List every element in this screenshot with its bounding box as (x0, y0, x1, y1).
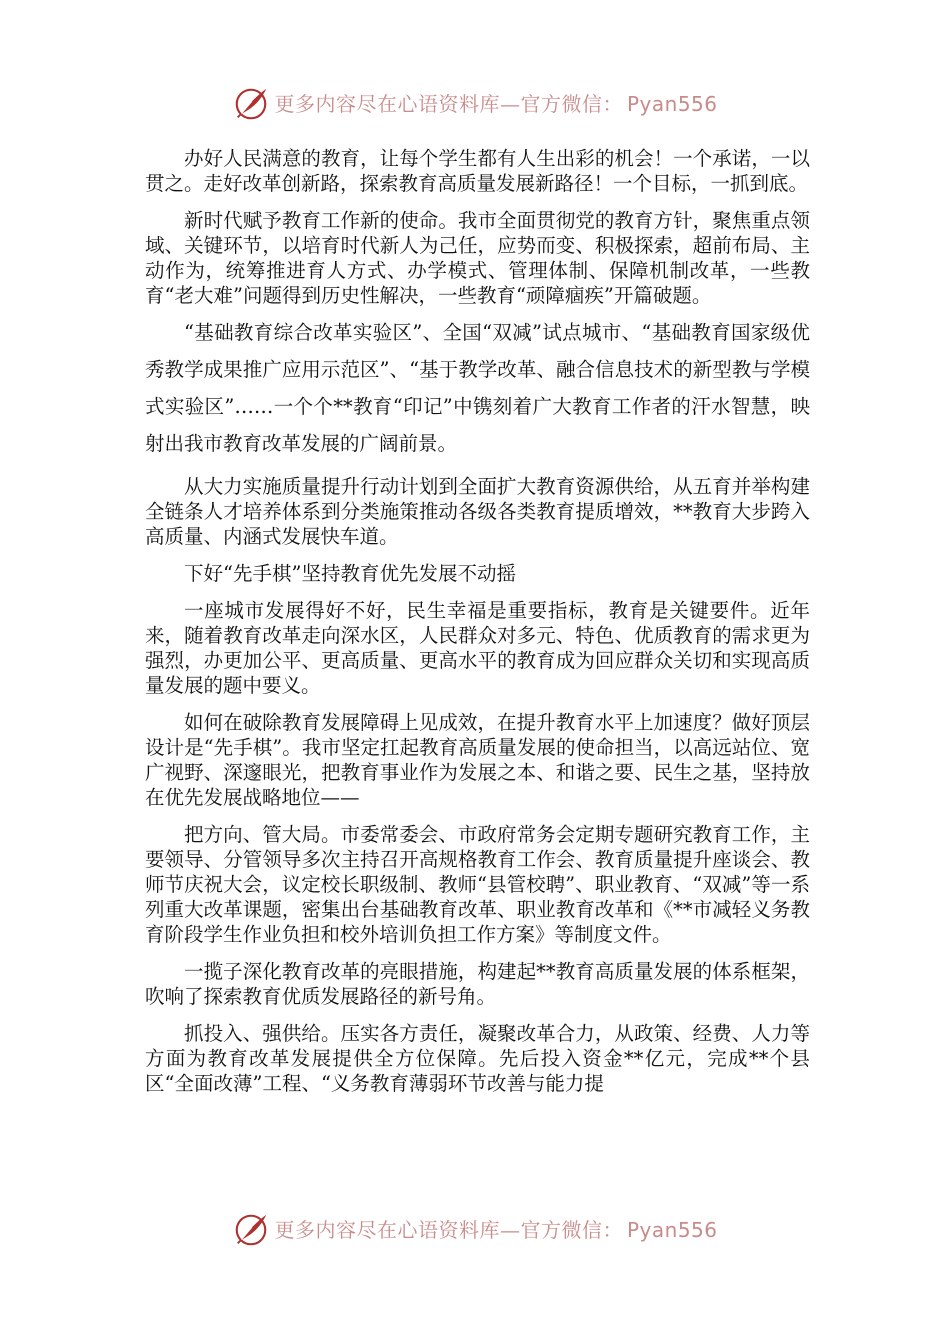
paragraph-9: 抓投入、强供给。压实各方责任，凝聚改革合力，从政策、经费、人力等方面为教育改革发展提供全方位保障。先后投入资金**亿元，完成**个县区“全面改薄”工程、“义务教育薄弱环节改善与能力提 (145, 1022, 810, 1095)
quill-logo-icon (232, 1211, 270, 1249)
wechat-id: Pyan556 (626, 92, 718, 116)
banner-label: 更多内容尽在心语资料库—官方微信： (274, 92, 623, 116)
paragraph-5: 一座城市发展得好不好，民生幸福是重要指标，教育是关键要件。近年来，随着教育改革走向深水区，人民群众对多元、特色、优质教育的需求更为强烈，办更加公平、更高质量、更高水平的教育成为回应群众关切和实现高质量发展的题中要义。 (145, 599, 810, 697)
paragraph-1: 办好人民满意的教育，让每个学生都有人生出彩的机会！一个承诺，一以贯之。走好改革创新路，探索教育高质量发展新路径！一个目标，一抓到底。 (145, 147, 810, 195)
document-body (145, 146, 810, 1108)
section-heading: 下好“先手棋”坚持教育优先发展不动摇 (184, 562, 516, 585)
paragraph-8: 一揽子深化教育改革的亮眼措施，构建起**教育高质量发展的体系框架，吹响了探索教育优质发展路径的新号角。 (145, 960, 810, 1008)
paragraph-4: 从大力实施质量提升行动计划到全面扩大教育资源供给，从五育并举构建全链条人才培养体系到分类施策推动各级各类教育提质增效，**教育大步跨入高质量、内涵式发展快车道。 (145, 475, 810, 548)
header-banner (0, 84, 950, 124)
footer-banner (0, 1210, 950, 1250)
banner-text (274, 1220, 717, 1240)
paragraph-3: “基础教育综合改革实验区”、全国“双减”试点城市、“基础教育国家级优秀教学成果推广应用示范区”、“基于教学改革、融合信息技术的新型教与学模式实验区”……一个个**教育“印记”中镌刻着广大教育工作者的汗水智慧，映射出我市教育改革发展的广阔前景。 (145, 321, 810, 455)
paragraph-6: 如何在破除教育发展障碍上见成效，在提升教育水平上加速度？做好顶层设计是“先手棋”。我市坚定扛起教育高质量发展的使命担当，以高远站位、宽广视野、深邃眼光，把教育事业作为发展之本、和谐之要、民生之基，坚持放在优先发展战略地位—— (145, 711, 810, 809)
banner-text (274, 94, 717, 114)
wechat-id: Pyan556 (626, 1218, 718, 1242)
quill-logo-icon (232, 85, 270, 123)
paragraph-7: 把方向、管大局。市委常委会、市政府常务会定期专题研究教育工作，主要领导、分管领导多次主持召开高规格教育工作会、教育质量提升座谈会、教师节庆祝大会，议定校长职级制、教师“县管校聘”、职业教育、“双减”等一系列重大改革课题，密集出台基础教育改革、职业教育改革和《**市减轻义务教育阶段学生作业负担和校外培训负担工作方案》等制度文件。 (145, 823, 810, 946)
paragraph-2: 新时代赋予教育工作新的使命。我市全面贯彻党的教育方针，聚焦重点领域、关键环节，以培育时代新人为己任，应势而变、积极探索，超前布局、主动作为，统筹推进育人方式、办学模式、管理体制、保障机制改革，一些教育“老大难”问题得到历史性解决，一些教育“顽障痼疾”开篇破题。 (145, 209, 810, 307)
banner-label: 更多内容尽在心语资料库—官方微信： (274, 1218, 623, 1242)
